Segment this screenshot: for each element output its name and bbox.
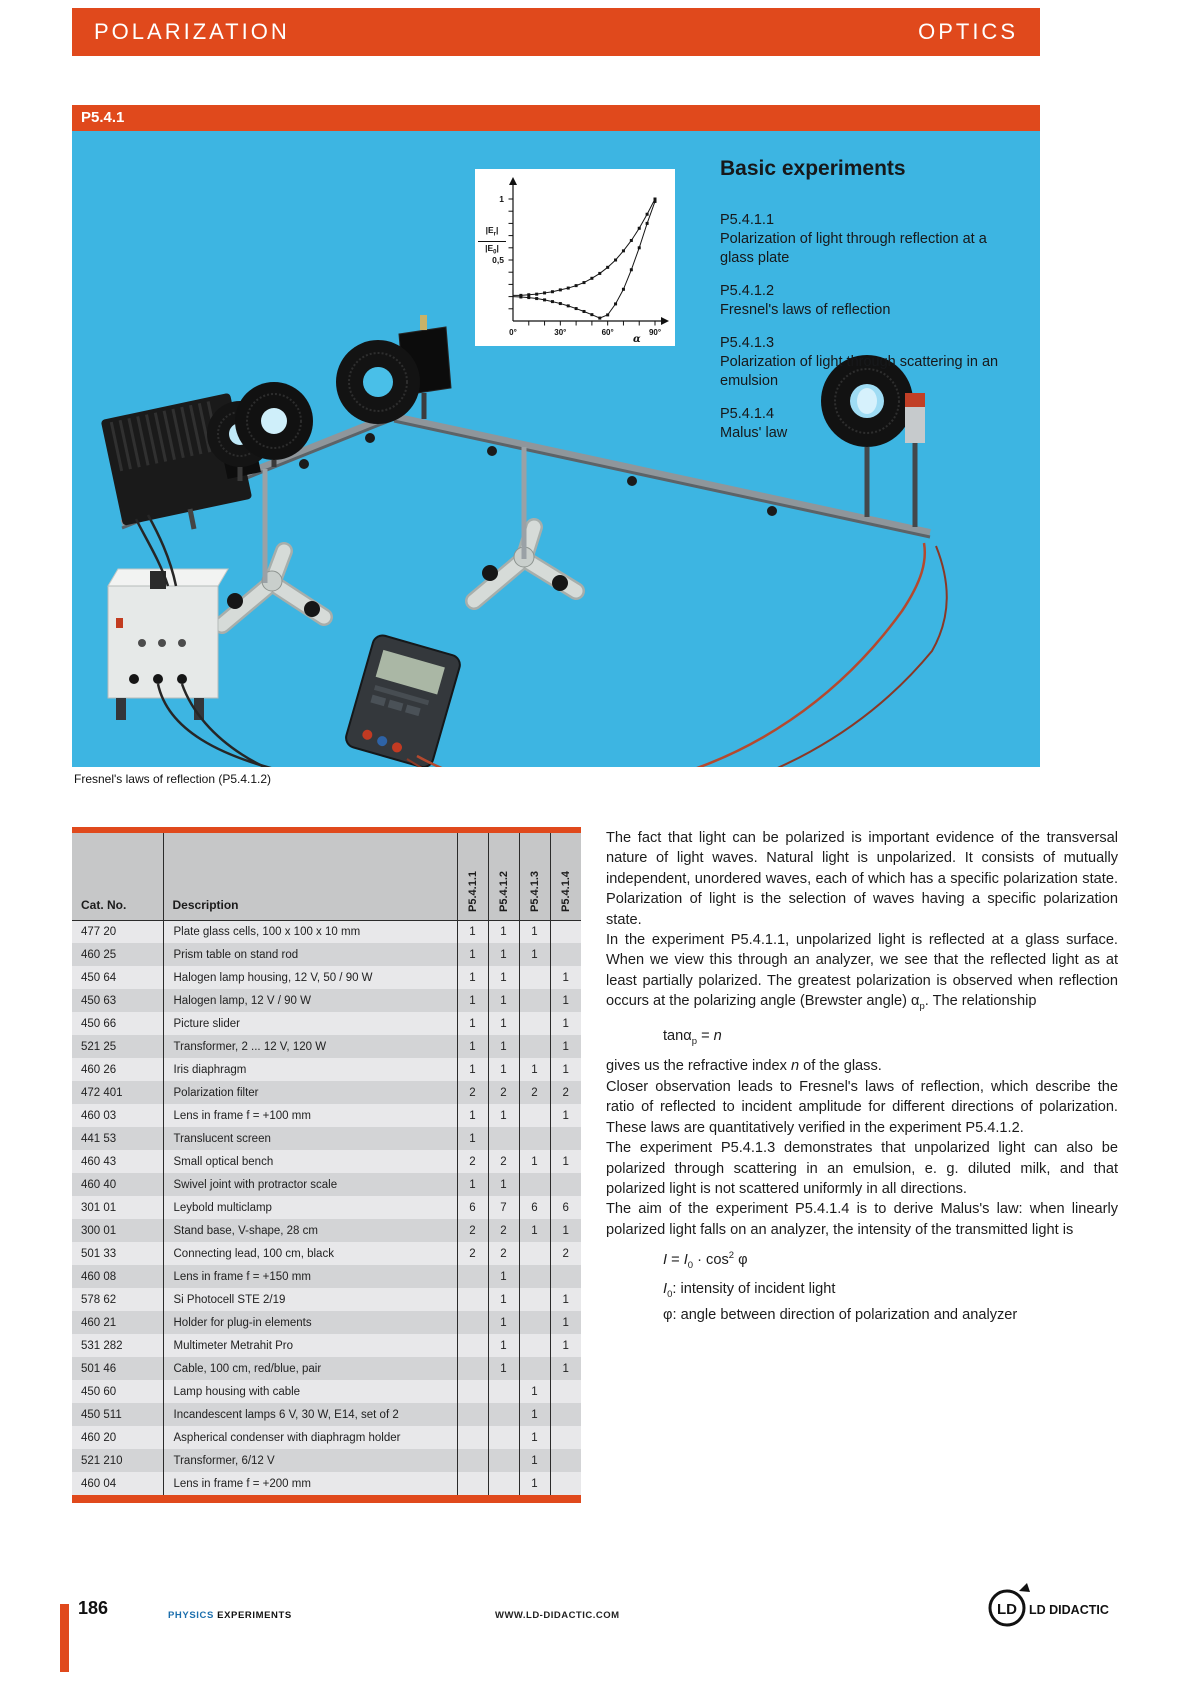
description-cell: Connecting lead, 100 cm, black [163,1242,457,1265]
qty-cell: 1 [550,989,581,1012]
table-row [72,1058,581,1081]
table-row [72,1219,581,1242]
qty-cell: 2 [488,1150,519,1173]
qty-cell [519,1012,550,1035]
experiment-photo [72,131,1040,767]
cat-no-cell: 450 60 [81,1385,117,1398]
definition-phi: φ: angle between direction of polarization and analyzer [663,1306,1018,1323]
experiment-column-header: P5.4.1.3 [519,833,550,920]
cat-no-cell: 460 04 [81,1477,117,1490]
footer-accent-bar [60,1604,69,1672]
description-cell: Polarization filter [163,1081,457,1104]
description-cell: Incandescent lamps 6 V, 30 W, E14, set of 2 [163,1403,457,1426]
qty-cell: 1 [519,1449,550,1472]
y-axis-label: $\frac{|E_r|}{|E_0|}$ [478,225,506,257]
cat-no-cell: 521 25 [81,1040,117,1053]
experiment-code: P5.4.1.4 [720,406,775,422]
experiment-column-header: P5.4.1.1 [457,833,488,920]
cat-no-cell: 460 40 [81,1178,117,1191]
qty-cell [457,1311,488,1334]
qty-cell: 1 [519,1426,550,1449]
qty-cell: 1 [488,989,519,1012]
qty-cell [519,1173,550,1196]
cat-no-cell: 501 33 [81,1247,117,1260]
table-row [72,1196,581,1219]
qty-cell: 2 [550,1242,581,1265]
section-code: P5.4.1 [81,109,125,126]
qty-cell [519,1035,550,1058]
qty-cell [457,1357,488,1380]
qty-cell [457,1288,488,1311]
cat-no-cell: 460 21 [81,1316,117,1329]
experiment-item [720,211,1022,268]
section-code-bar [72,105,1040,131]
qty-cell [488,1403,519,1426]
qty-cell: 1 [550,1150,581,1173]
qty-cell [550,1265,581,1288]
qty-cell [550,943,581,966]
fresnel-chart [475,169,675,346]
table-row [72,989,581,1012]
qty-cell: 2 [457,1081,488,1104]
qty-cell: 1 [519,1472,550,1495]
qty-cell [550,1449,581,1472]
description-cell: Lens in frame f = +150 mm [163,1265,457,1288]
fresnel-graph-inset [475,169,675,346]
qty-cell: 1 [488,1265,519,1288]
description-cell: Leybold multiclamp [163,1196,457,1219]
qty-cell [488,1426,519,1449]
qty-cell: 7 [488,1196,519,1219]
qty-cell: 1 [457,1058,488,1081]
cat-no-cell: 460 26 [81,1063,117,1076]
experiment-code: P5.4.1.2 [720,283,775,299]
qty-cell [550,1472,581,1495]
svg-text:0°: 0° [509,328,517,337]
table-row [72,1127,581,1150]
qty-cell [488,1127,519,1150]
table-row [72,1242,581,1265]
qty-cell [519,966,550,989]
qty-cell [488,1472,519,1495]
qty-cell: 1 [488,1012,519,1035]
qty-cell: 1 [550,1219,581,1242]
qty-cell: 2 [457,1219,488,1242]
qty-cell [519,1334,550,1357]
svg-text:α: α [633,334,641,345]
experiment-column-header: P5.4.1.2 [488,833,519,920]
qty-cell: 1 [550,1311,581,1334]
qty-cell: 2 [457,1242,488,1265]
qty-cell: 1 [488,943,519,966]
description-cell: Halogen lamp housing, 12 V, 50 / 90 W [163,966,457,989]
cat-no-cell: 460 25 [81,948,117,961]
basic-experiments-title: Basic experiments [720,157,906,180]
qty-cell: 1 [519,1058,550,1081]
qty-cell: 1 [457,989,488,1012]
cat-no-cell: 450 511 [81,1408,122,1421]
table-row [72,1311,581,1334]
description-cell: Transformer, 6/12 V [163,1449,457,1472]
cat-no-cell: 501 46 [81,1362,117,1375]
qty-cell [519,989,550,1012]
description-cell: Small optical bench [163,1150,457,1173]
qty-cell [457,1380,488,1403]
qty-cell: 1 [457,1104,488,1127]
table-row [72,943,581,966]
cat-no-cell: 472 401 [81,1086,123,1099]
qty-cell: 1 [488,1357,519,1380]
cat-no-cell: 460 08 [81,1270,117,1283]
qty-cell [550,1173,581,1196]
qty-cell: 1 [488,1104,519,1127]
cat-no-cell: 450 66 [81,1017,117,1030]
qty-cell [550,920,581,943]
table-row [72,1472,581,1495]
table-row [72,1380,581,1403]
description-cell: Plate glass cells, 100 x 100 x 10 mm [163,920,457,943]
cat-no-cell: 441 53 [81,1132,117,1145]
description-cell: Lens in frame f = +200 mm [163,1472,457,1495]
description-cell: Multimeter Metrahit Pro [163,1334,457,1357]
paragraph-refractive-index: gives us the refractive index n of the glass. [606,1058,882,1075]
table-bottom-rule [72,1495,581,1503]
cat-no-cell: 521 210 [81,1454,123,1467]
table-row [72,1449,581,1472]
footer-series-label: PHYSICS EXPERIMENTS [168,1610,292,1621]
qty-cell: 1 [550,1035,581,1058]
qty-cell: 1 [488,966,519,989]
qty-cell [550,1127,581,1150]
description-cell: Lens in frame f = +100 mm [163,1104,457,1127]
qty-cell: 1 [550,1104,581,1127]
experiment-item [720,405,1022,443]
description-text [606,828,1118,1323]
qty-cell: 1 [457,1035,488,1058]
page-header-bar [72,8,1040,56]
qty-cell: 1 [550,1012,581,1035]
qty-cell: 1 [457,920,488,943]
svg-text:1: 1 [499,194,504,204]
col-header-description: Description [163,833,457,920]
table-row [72,920,581,943]
svg-text:60°: 60° [601,328,614,337]
qty-cell: 1 [457,1012,488,1035]
brewster-formula: tanα$_p$ = n [663,1027,722,1047]
experiment-column-header: P5.4.1.4 [550,833,581,920]
cat-no-cell: 477 20 [81,925,117,938]
description-cell: Prism table on stand rod [163,943,457,966]
experiment-title: Polarization of light through scattering in an emulsion [720,354,999,389]
qty-cell [457,1403,488,1426]
table-row [72,1035,581,1058]
qty-cell: 1 [457,966,488,989]
equipment-table [72,827,581,1503]
table-row [72,1334,581,1357]
company-logo [983,1578,1148,1635]
qty-cell: 6 [550,1196,581,1219]
qty-cell: 1 [488,1334,519,1357]
description-cell: Transformer, 2 ... 12 V, 120 W [163,1035,457,1058]
svg-text:0,5: 0,5 [492,255,504,265]
table-row [72,1081,581,1104]
qty-cell: 2 [550,1081,581,1104]
qty-cell [457,1426,488,1449]
paragraph-p5414: The aim of the experiment P5.4.1.4 is to derive Malus's law: when linearly polarized light falls on an analyzer, the intensity of the transmitted light is [606,1201,1118,1238]
paragraph-p5413: The experiment P5.4.1.3 demonstrates that unpolarized light can also be polarized through scattering in an emulsion, e. g. diluted milk, and that polarized light is not scattered uniformly in all directions. [606,1140,1118,1197]
qty-cell: 1 [519,1403,550,1426]
description-cell: Holder for plug-in elements [163,1311,457,1334]
qty-cell: 6 [457,1196,488,1219]
qty-cell: 1 [550,1357,581,1380]
qty-cell: 1 [519,1219,550,1242]
paragraph-intro: The fact that light can be polarized is important evidence of the transversal nature of light waves. Natural light is unpolarized. It consists of mutually independent, unordered waves, each of which has a specific polarization state. Polarization of light is the selection of waves having a specific polarization state. [606,830,1118,928]
qty-cell: 1 [550,1288,581,1311]
table-row [72,1173,581,1196]
table-row [72,1426,581,1449]
basic-experiments-list [720,211,1022,443]
qty-cell [488,1380,519,1403]
cat-no-cell: 578 62 [81,1293,117,1306]
qty-cell: 1 [488,1311,519,1334]
qty-cell [519,1127,550,1150]
experiment-title: Fresnel's laws of reflection [720,302,891,318]
qty-cell: 2 [488,1081,519,1104]
col-header-cat-no: Cat. No. [72,833,163,920]
cat-no-cell: 460 20 [81,1431,117,1444]
experiment-code: P5.4.1.3 [720,335,775,351]
description-cell: Lamp housing with cable [163,1380,457,1403]
footer-url: WWW.LD-DIDACTIC.COM [495,1610,620,1621]
qty-cell [550,1380,581,1403]
description-cell: Aspherical condenser with diaphragm holder [163,1426,457,1449]
qty-cell: 1 [457,1127,488,1150]
svg-text:LD DIDACTIC: LD DIDACTIC [1029,1603,1109,1617]
cat-no-cell: 301 01 [81,1201,117,1214]
qty-cell: 1 [519,1380,550,1403]
description-cell: Stand base, V-shape, 28 cm [163,1219,457,1242]
experiment-title: Polarization of light through reflection at a glass plate [720,231,987,266]
description-cell: Swivel joint with protractor scale [163,1173,457,1196]
qty-cell [488,1449,519,1472]
qty-cell [519,1288,550,1311]
qty-cell: 1 [457,943,488,966]
cat-no-cell: 531 282 [81,1339,123,1352]
header-section: OPTICS [918,19,1018,44]
qty-cell: 2 [457,1150,488,1173]
description-cell: Picture slider [163,1012,457,1035]
table-row [72,1265,581,1288]
qty-cell: 1 [488,1058,519,1081]
qty-cell [519,1357,550,1380]
qty-cell [457,1265,488,1288]
qty-cell: 1 [550,1058,581,1081]
paragraph-p5412: Closer observation leads to Fresnel's laws of reflection, which describe the ratio of reflected to incident amplitude for different directions of polarization. These laws are quantitatively verified in the experiment P5.4.1.2. [606,1078,1118,1136]
qty-cell: 1 [488,920,519,943]
basic-experiments-panel [720,157,1022,457]
qty-cell [457,1334,488,1357]
qty-cell: 2 [488,1219,519,1242]
header-chapter: POLARIZATION [94,19,290,44]
qty-cell [457,1449,488,1472]
cat-no-cell: 450 64 [81,971,117,984]
cat-no-cell: 450 63 [81,994,117,1007]
cat-no-cell: 460 43 [81,1155,117,1168]
definition-i0: $I_0$: intensity of incident light [663,1280,836,1300]
cat-no-cell: 300 01 [81,1224,117,1237]
description-cell: Iris diaphragm [163,1058,457,1081]
experiment-item [720,334,1022,391]
experiment-item [720,282,1022,320]
experiment-code: P5.4.1.1 [720,212,775,228]
qty-cell [519,1265,550,1288]
paragraph-p5411: In the experiment P5.4.1.1, unpolarized light is reflected at a glass surface. When we view this through an analyzer, we see that the reflected light as at least partially polarized. The greatest polarization is observed when reflection occurs at the polarizing angle (Brewster angle) $\alpha_p$. The relationship [606,932,1118,1013]
qty-cell [550,1426,581,1449]
description-cell: Cable, 100 cm, red/blue, pair [163,1357,457,1380]
qty-cell: 6 [519,1196,550,1219]
description-cell: Translucent screen [163,1127,457,1150]
cat-no-cell: 460 03 [81,1109,117,1122]
svg-text:90°: 90° [648,328,662,337]
qty-cell [519,1242,550,1265]
qty-cell: 1 [519,920,550,943]
description-cell: Si Photocell STE 2/19 [163,1288,457,1311]
svg-text:LD: LD [997,1601,1017,1618]
qty-cell: 2 [519,1081,550,1104]
table-row [72,1104,581,1127]
qty-cell: 1 [519,943,550,966]
qty-cell: 1 [488,1173,519,1196]
qty-cell [519,1311,550,1334]
svg-text:30°: 30° [554,328,567,337]
table-row [72,966,581,989]
description-cell: Halogen lamp, 12 V / 90 W [163,989,457,1012]
qty-cell: 1 [488,1035,519,1058]
qty-cell: 1 [550,1334,581,1357]
experiment-title: Malus' law [720,425,788,441]
qty-cell [550,1403,581,1426]
qty-cell [457,1472,488,1495]
photo-caption: Fresnel's laws of reflection (P5.4.1.2) [74,772,272,786]
table-row [72,1012,581,1035]
table-row [72,1288,581,1311]
qty-cell: 1 [457,1173,488,1196]
page-number: 186 [78,1598,109,1618]
qty-cell: 1 [550,966,581,989]
qty-cell: 2 [488,1242,519,1265]
qty-cell: 1 [488,1288,519,1311]
table-row [72,1150,581,1173]
qty-cell: 1 [519,1150,550,1173]
malus-formula: $I = I_0 \cdot \cos^2 \varphi$ [663,1250,748,1271]
qty-cell [519,1104,550,1127]
table-row [72,1403,581,1426]
table-row [72,1357,581,1380]
